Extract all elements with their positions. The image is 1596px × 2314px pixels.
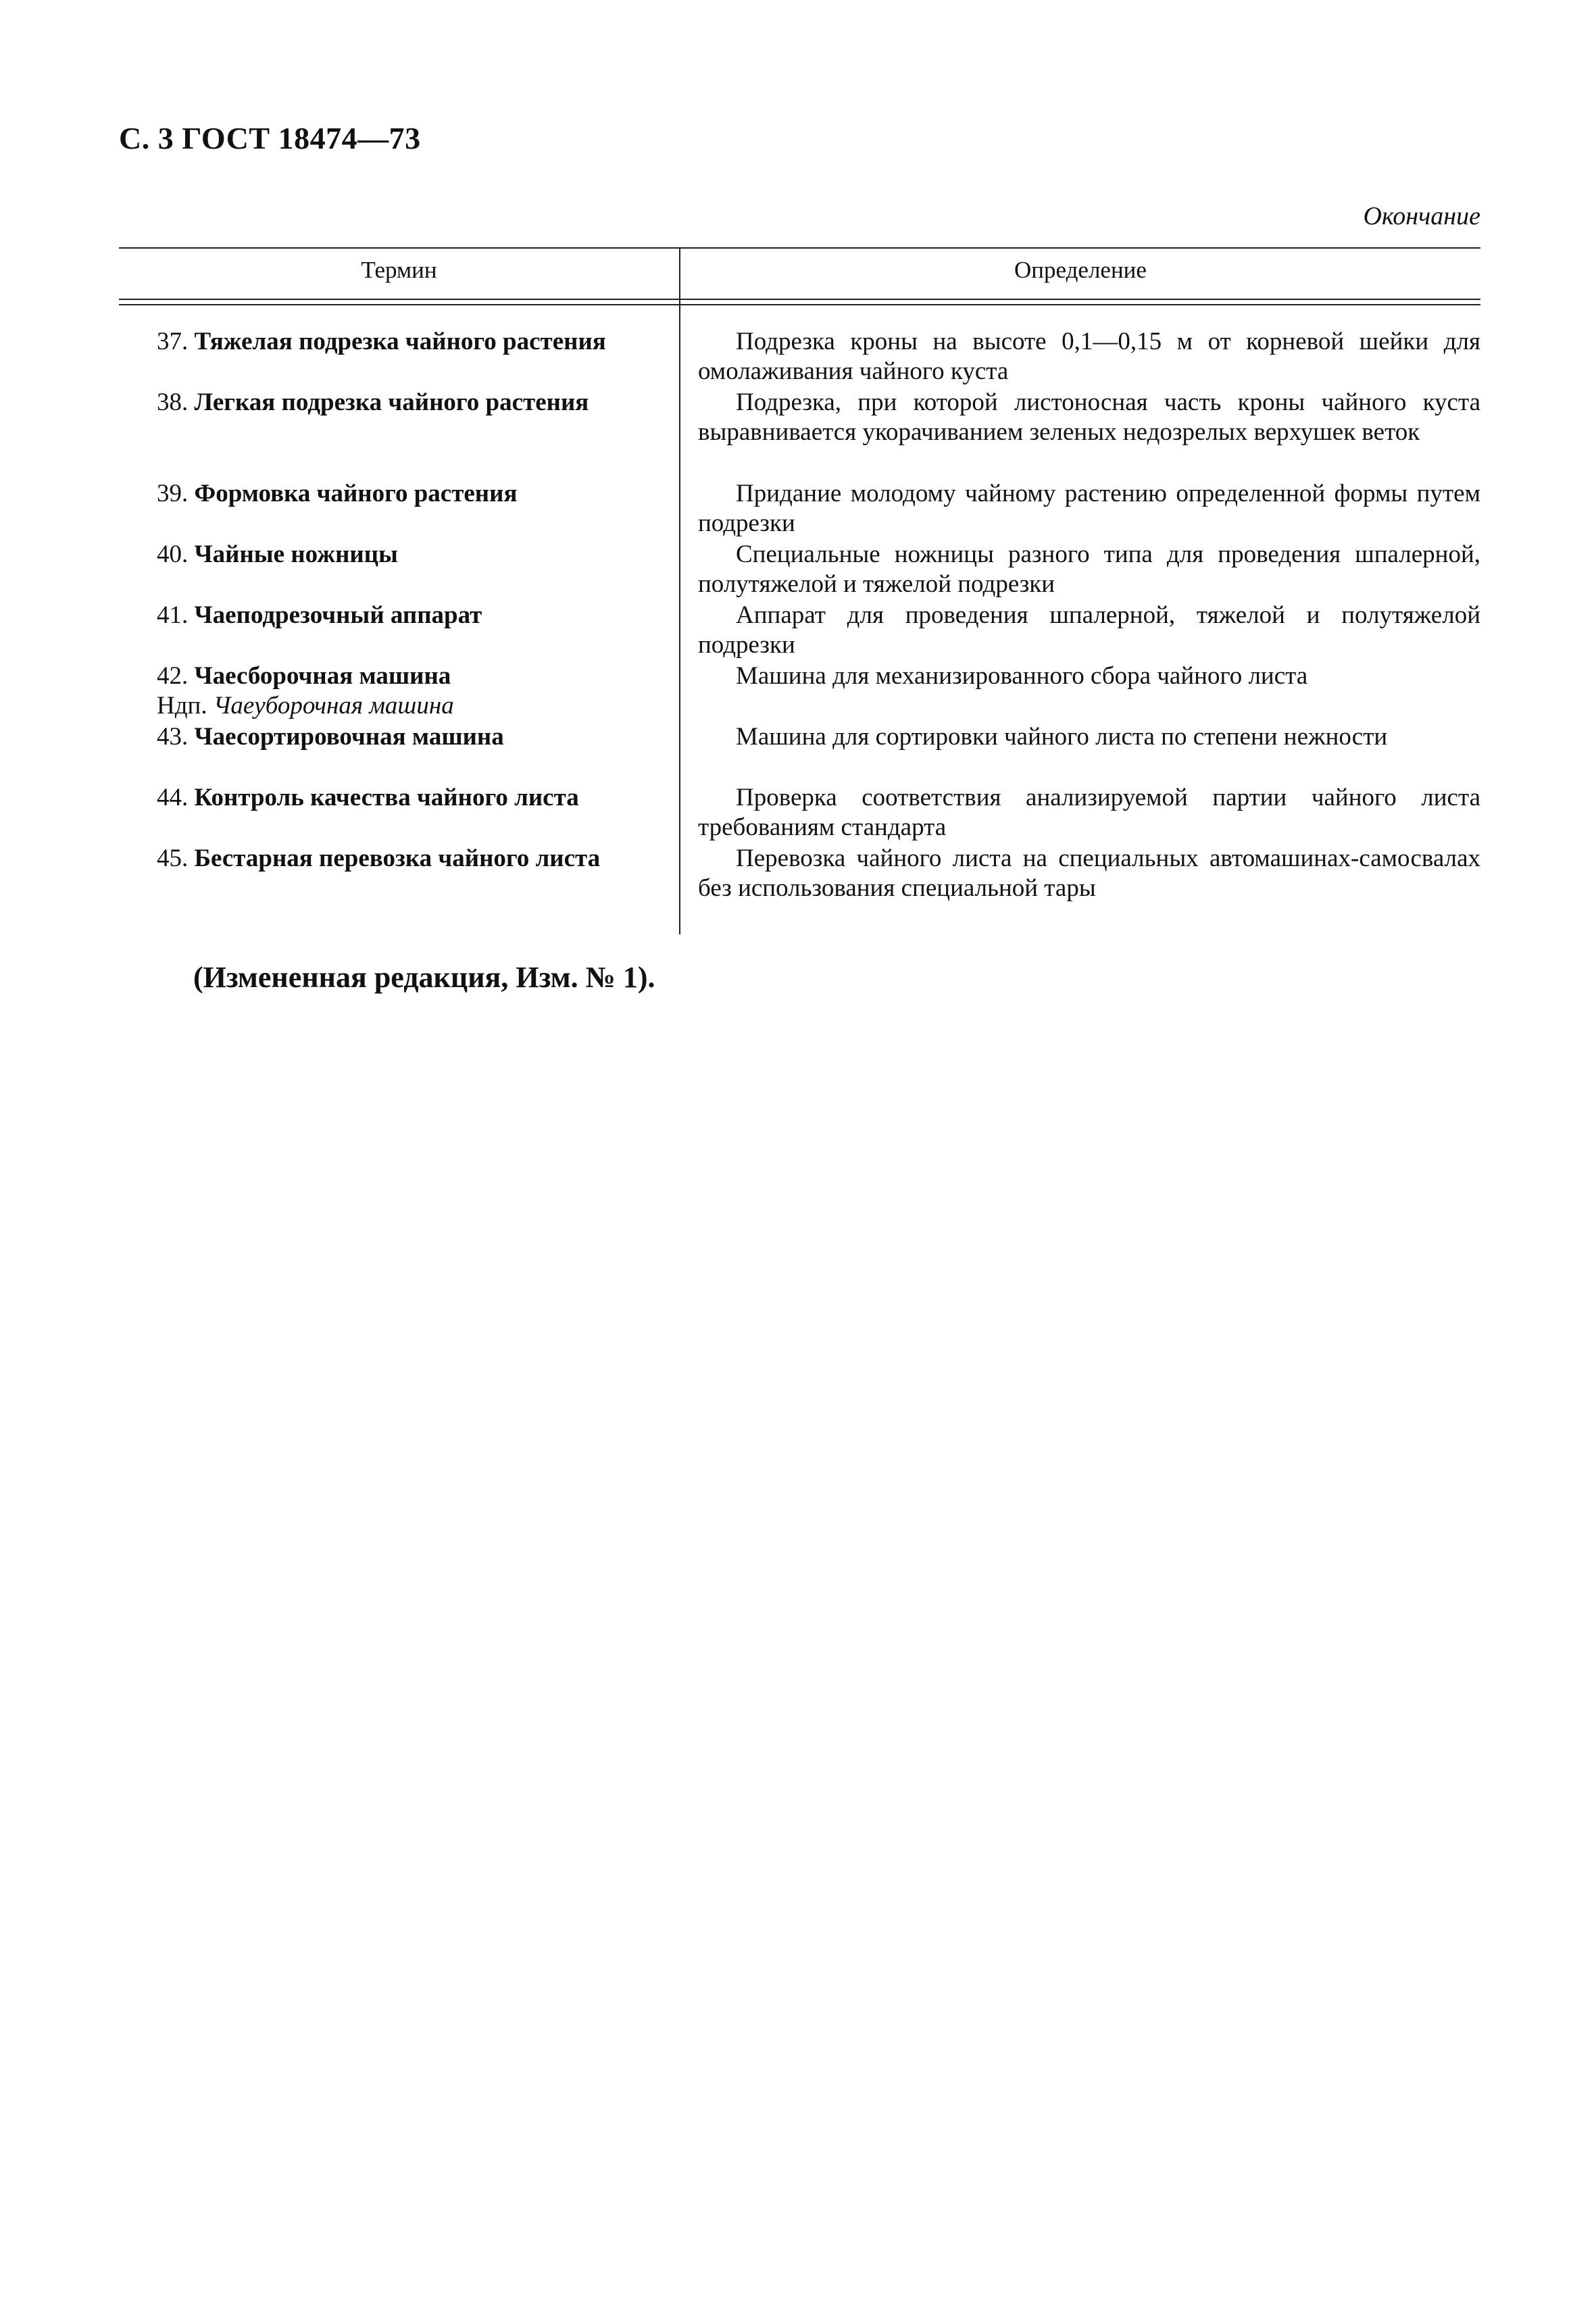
page-header: С. 3 ГОСТ 18474—73 xyxy=(119,121,421,155)
definition-cell: Специальные ножницы разного типа для проведения шпалерной, полутяжелой и тяжелой подрезки xyxy=(698,540,1480,598)
header-rule xyxy=(119,299,1480,300)
term-number: 43. xyxy=(157,723,189,751)
term-cell xyxy=(157,661,670,721)
deprecated-label: Ндп. xyxy=(157,692,207,720)
term-cell xyxy=(157,479,670,509)
term-number: 38. xyxy=(157,388,189,416)
term-number: 44. xyxy=(157,784,189,811)
term-cell xyxy=(157,783,670,813)
definition-cell: Проверка соответствия анализируемой партии чайного листа требованиям стандарта xyxy=(698,784,1480,841)
definition-cell: Аппарат для проведения шпалерной, тяжелой и полутяжелой подрезки xyxy=(698,601,1480,659)
term-cell xyxy=(157,722,670,752)
definition-cell: Подрезка кроны на высоте 0,1—0,15 м от корневой шейки для омолаживания чайного куста xyxy=(698,328,1480,385)
term-cell xyxy=(157,844,670,874)
term-name: Чаесортировочная машина xyxy=(194,723,504,751)
term-number: 40. xyxy=(157,540,189,568)
term-number: 41. xyxy=(157,601,189,629)
term-name: Легкая подрезка чайного растения xyxy=(194,388,589,416)
definition-cell: Придание молодому чайному растению определенной формы путем подрезки xyxy=(698,480,1480,537)
term-name: Чаесборочная машина xyxy=(194,662,451,690)
deprecated-term xyxy=(157,691,670,721)
continuation-label: Окончание xyxy=(1363,202,1480,230)
definition-cell: Машина для механизированного сбора чайного листа xyxy=(736,662,1308,690)
term-name: Бестарная перевозка чайного листа xyxy=(194,845,601,872)
term-name: Чаеподрезочный аппарат xyxy=(194,601,482,629)
table-top-rule xyxy=(119,247,1480,249)
column-header-term: Термин xyxy=(361,257,437,283)
definition-cell: Перевозка чайного листа на специальных автомашинах-самосвалах без использования специальной тары xyxy=(698,845,1480,902)
term-number: 42. xyxy=(157,662,189,690)
deprecated-term-name: Чаеуборочная машина xyxy=(213,692,454,720)
term-name: Чайные ножницы xyxy=(194,540,398,568)
term-cell xyxy=(157,388,670,418)
term-cell xyxy=(157,327,670,357)
term-name: Тяжелая подрезка чайного растения xyxy=(194,328,606,355)
column-divider xyxy=(679,247,680,934)
term-name: Формовка чайного растения xyxy=(194,480,518,507)
header-rule-double xyxy=(119,304,1480,305)
term-name: Контроль качества чайного листа xyxy=(194,784,579,811)
term-cell xyxy=(157,601,670,630)
definition-cell: Машина для сортировки чайного листа по степени нежности xyxy=(736,723,1388,751)
amendment-note: (Измененная редакция, Изм. № 1). xyxy=(193,961,655,994)
column-header-definition: Определение xyxy=(1014,257,1147,283)
term-cell xyxy=(157,540,670,570)
term-number: 37. xyxy=(157,328,189,355)
definition-cell: Подрезка, при которой листоносная часть кроны чайного куста выравнивается укорачиванием зеленых недозрелых верхушек веток xyxy=(698,388,1480,446)
term-number: 39. xyxy=(157,480,189,507)
term-number: 45. xyxy=(157,845,189,872)
